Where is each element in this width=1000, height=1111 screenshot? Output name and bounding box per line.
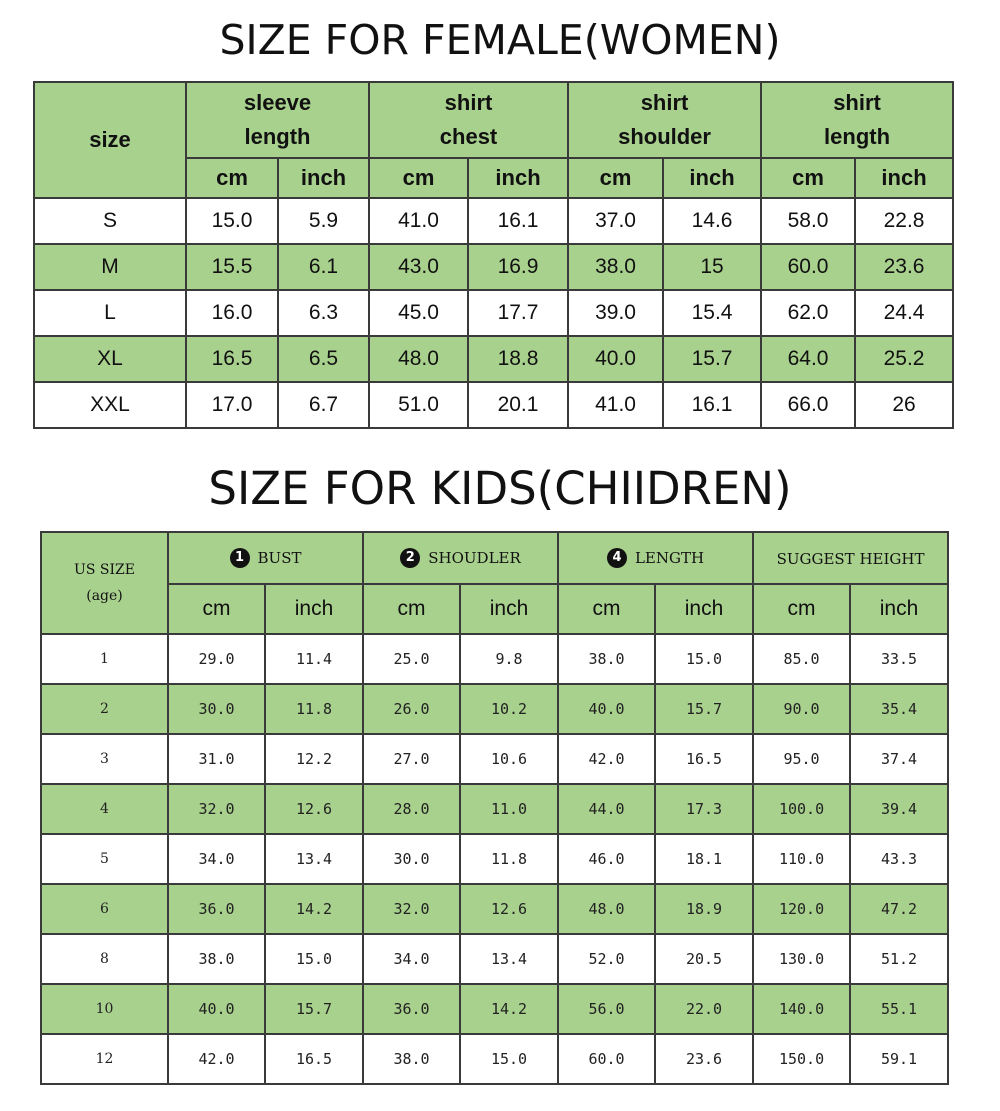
number-two-badge-icon: 2 [400, 548, 420, 568]
measurement-cell: 10.6 [460, 734, 558, 784]
table-row [41, 934, 948, 984]
size-cell: M [34, 244, 186, 290]
women-size-table [33, 81, 954, 429]
size-cell: 10 [41, 984, 168, 1034]
measurement-cell: 13.4 [265, 834, 363, 884]
table-row [41, 734, 948, 784]
sleeve-length-header: sleeve length [186, 82, 369, 158]
table-row [34, 244, 953, 290]
measurement-cell: 38.0 [568, 244, 663, 290]
bust-header: 1 BUST [168, 532, 363, 584]
measurement-cell: 11.8 [460, 834, 558, 884]
size-cell: 12 [41, 1034, 168, 1084]
measurement-cell: 150.0 [753, 1034, 850, 1084]
unit-inch-header: inch [855, 158, 953, 198]
size-cell: S [34, 198, 186, 244]
measurement-cell: 9.8 [460, 634, 558, 684]
measurement-cell: 16.5 [265, 1034, 363, 1084]
measurement-cell: 25.0 [363, 634, 460, 684]
measurement-cell: 51.0 [369, 382, 468, 428]
table-row [34, 382, 953, 428]
size-cell: 3 [41, 734, 168, 784]
measurement-cell: 15 [663, 244, 761, 290]
measurement-cell: 46.0 [558, 834, 655, 884]
measurement-cell: 26.0 [363, 684, 460, 734]
measurement-cell: 31.0 [168, 734, 265, 784]
measurement-cell: 10.2 [460, 684, 558, 734]
measurement-cell: 30.0 [363, 834, 460, 884]
measurement-cell: 14.2 [460, 984, 558, 1034]
measurement-cell: 40.0 [168, 984, 265, 1034]
measurement-cell: 51.2 [850, 934, 948, 984]
measurement-cell: 16.9 [468, 244, 568, 290]
measurement-cell: 12.6 [460, 884, 558, 934]
measurement-cell: 16.5 [186, 336, 278, 382]
unit-inch-header: inch [278, 158, 369, 198]
measurement-cell: 62.0 [761, 290, 855, 336]
measurement-cell: 37.0 [568, 198, 663, 244]
measurement-cell: 36.0 [363, 984, 460, 1034]
measurement-cell: 32.0 [168, 784, 265, 834]
measurement-cell: 39.0 [568, 290, 663, 336]
number-four-badge-icon: 4 [607, 548, 627, 568]
measurement-cell: 15.0 [460, 1034, 558, 1084]
table-row [41, 684, 948, 734]
measurement-cell: 16.1 [663, 382, 761, 428]
measurement-cell: 26 [855, 382, 953, 428]
table-row [34, 290, 953, 336]
measurement-cell: 36.0 [168, 884, 265, 934]
measurement-cell: 5.9 [278, 198, 369, 244]
measurement-cell: 30.0 [168, 684, 265, 734]
measurement-cell: 42.0 [558, 734, 655, 784]
unit-inch-header: inch [460, 584, 558, 634]
shirt-shoulder-header: shirt shoulder [568, 82, 761, 158]
unit-cm-header: cm [369, 158, 468, 198]
measurement-cell: 35.4 [850, 684, 948, 734]
shirt-chest-header: shirt chest [369, 82, 568, 158]
measurement-cell: 95.0 [753, 734, 850, 784]
unit-header-row [41, 584, 948, 634]
measurement-cell: 11.0 [460, 784, 558, 834]
measurement-cell: 47.2 [850, 884, 948, 934]
measurement-cell: 34.0 [363, 934, 460, 984]
measurement-cell: 14.2 [265, 884, 363, 934]
number-one-badge-icon: 1 [230, 548, 250, 568]
size-cell: XL [34, 336, 186, 382]
measurement-cell: 60.0 [761, 244, 855, 290]
measurement-cell: 17.7 [468, 290, 568, 336]
measurement-cell: 6.1 [278, 244, 369, 290]
measurement-cell: 6.7 [278, 382, 369, 428]
measurement-cell: 11.4 [265, 634, 363, 684]
measurement-cell: 15.0 [655, 634, 753, 684]
size-cell: 8 [41, 934, 168, 984]
measurement-cell: 18.1 [655, 834, 753, 884]
measurement-cell: 17.0 [186, 382, 278, 428]
measurement-cell: 41.0 [369, 198, 468, 244]
unit-inch-header: inch [265, 584, 363, 634]
length-header: 4 LENGTH [558, 532, 753, 584]
table-row [34, 336, 953, 382]
unit-cm-header: cm [186, 158, 278, 198]
measurement-cell: 59.1 [850, 1034, 948, 1084]
measurement-cell: 38.0 [558, 634, 655, 684]
measurement-cell: 12.6 [265, 784, 363, 834]
table-row [41, 634, 948, 684]
unit-cm-header: cm [363, 584, 460, 634]
measurement-cell: 45.0 [369, 290, 468, 336]
measurement-cell: 16.5 [655, 734, 753, 784]
unit-cm-header: cm [558, 584, 655, 634]
table-row [41, 1034, 948, 1084]
size-cell: 2 [41, 684, 168, 734]
unit-cm-header: cm [568, 158, 663, 198]
table-row [41, 984, 948, 1034]
measurement-cell: 6.5 [278, 336, 369, 382]
measurement-cell: 33.5 [850, 634, 948, 684]
measurement-cell: 58.0 [761, 198, 855, 244]
suggest-height-header: SUGGEST HEIGHT [753, 532, 948, 584]
measurement-cell: 20.1 [468, 382, 568, 428]
measurement-cell: 41.0 [568, 382, 663, 428]
measurement-cell: 14.6 [663, 198, 761, 244]
measurement-cell: 16.0 [186, 290, 278, 336]
size-cell: XXL [34, 382, 186, 428]
measurement-cell: 22.0 [655, 984, 753, 1034]
table-row [41, 884, 948, 934]
measurement-cell: 6.3 [278, 290, 369, 336]
measurement-cell: 85.0 [753, 634, 850, 684]
size-cell: 5 [41, 834, 168, 884]
measurement-cell: 18.8 [468, 336, 568, 382]
measurement-cell: 15.7 [655, 684, 753, 734]
measurement-cell: 64.0 [761, 336, 855, 382]
measurement-cell: 15.0 [186, 198, 278, 244]
shoulder-header: 2 SHOUDLER [363, 532, 558, 584]
measurement-cell: 15.5 [186, 244, 278, 290]
measurement-cell: 39.4 [850, 784, 948, 834]
measurement-cell: 43.3 [850, 834, 948, 884]
measurement-cell: 34.0 [168, 834, 265, 884]
measurement-cell: 23.6 [855, 244, 953, 290]
measurement-cell: 18.9 [655, 884, 753, 934]
women-size-chart-title: SIZE FOR FEMALE(WOMEN) [219, 16, 781, 64]
measurement-cell: 22.8 [855, 198, 953, 244]
measurement-cell: 56.0 [558, 984, 655, 1034]
measurement-cell: 66.0 [761, 382, 855, 428]
measurement-cell: 90.0 [753, 684, 850, 734]
shirt-length-header: shirt length [761, 82, 953, 158]
measurement-cell: 15.0 [265, 934, 363, 984]
measurement-cell: 52.0 [558, 934, 655, 984]
kids-size-chart-title: SIZE FOR KIDS(CHIIDREN) [208, 462, 792, 515]
measurement-cell: 38.0 [168, 934, 265, 984]
measurement-cell: 11.8 [265, 684, 363, 734]
size-cell: 4 [41, 784, 168, 834]
measurement-cell: 130.0 [753, 934, 850, 984]
measurement-cell: 37.4 [850, 734, 948, 784]
measurement-cell: 13.4 [460, 934, 558, 984]
measurement-cell: 28.0 [363, 784, 460, 834]
measurement-cell: 15.4 [663, 290, 761, 336]
measurement-cell: 60.0 [558, 1034, 655, 1084]
unit-inch-header: inch [850, 584, 948, 634]
measurement-cell: 32.0 [363, 884, 460, 934]
measurement-cell: 110.0 [753, 834, 850, 884]
unit-cm-header: cm [761, 158, 855, 198]
unit-inch-header: inch [468, 158, 568, 198]
unit-cm-header: cm [753, 584, 850, 634]
measurement-cell: 48.0 [369, 336, 468, 382]
measurement-cell: 16.1 [468, 198, 568, 244]
measurement-cell: 15.7 [663, 336, 761, 382]
measurement-cell: 44.0 [558, 784, 655, 834]
measurement-cell: 48.0 [558, 884, 655, 934]
measurement-cell: 20.5 [655, 934, 753, 984]
measurement-cell: 43.0 [369, 244, 468, 290]
measurement-cell: 40.0 [568, 336, 663, 382]
size-cell: 1 [41, 634, 168, 684]
measurement-cell: 42.0 [168, 1034, 265, 1084]
measurement-cell: 27.0 [363, 734, 460, 784]
measurement-cell: 12.2 [265, 734, 363, 784]
size-cell: 6 [41, 884, 168, 934]
size-cell: L [34, 290, 186, 336]
us-size-header: US SIZE (age) [41, 532, 168, 634]
unit-cm-header: cm [168, 584, 265, 634]
measurement-cell: 24.4 [855, 290, 953, 336]
table-row [41, 784, 948, 834]
table-row [41, 834, 948, 884]
measurement-cell: 23.6 [655, 1034, 753, 1084]
table-row [34, 198, 953, 244]
unit-inch-header: inch [655, 584, 753, 634]
measurement-cell: 120.0 [753, 884, 850, 934]
measurement-cell: 29.0 [168, 634, 265, 684]
measurement-cell: 40.0 [558, 684, 655, 734]
measurement-cell: 25.2 [855, 336, 953, 382]
kids-size-table [40, 531, 949, 1085]
measurement-cell: 15.7 [265, 984, 363, 1034]
measurement-cell: 55.1 [850, 984, 948, 1034]
measurement-cell: 140.0 [753, 984, 850, 1034]
measurement-cell: 38.0 [363, 1034, 460, 1084]
size-header: size [34, 82, 186, 198]
unit-inch-header: inch [663, 158, 761, 198]
measurement-cell: 100.0 [753, 784, 850, 834]
measurement-cell: 17.3 [655, 784, 753, 834]
